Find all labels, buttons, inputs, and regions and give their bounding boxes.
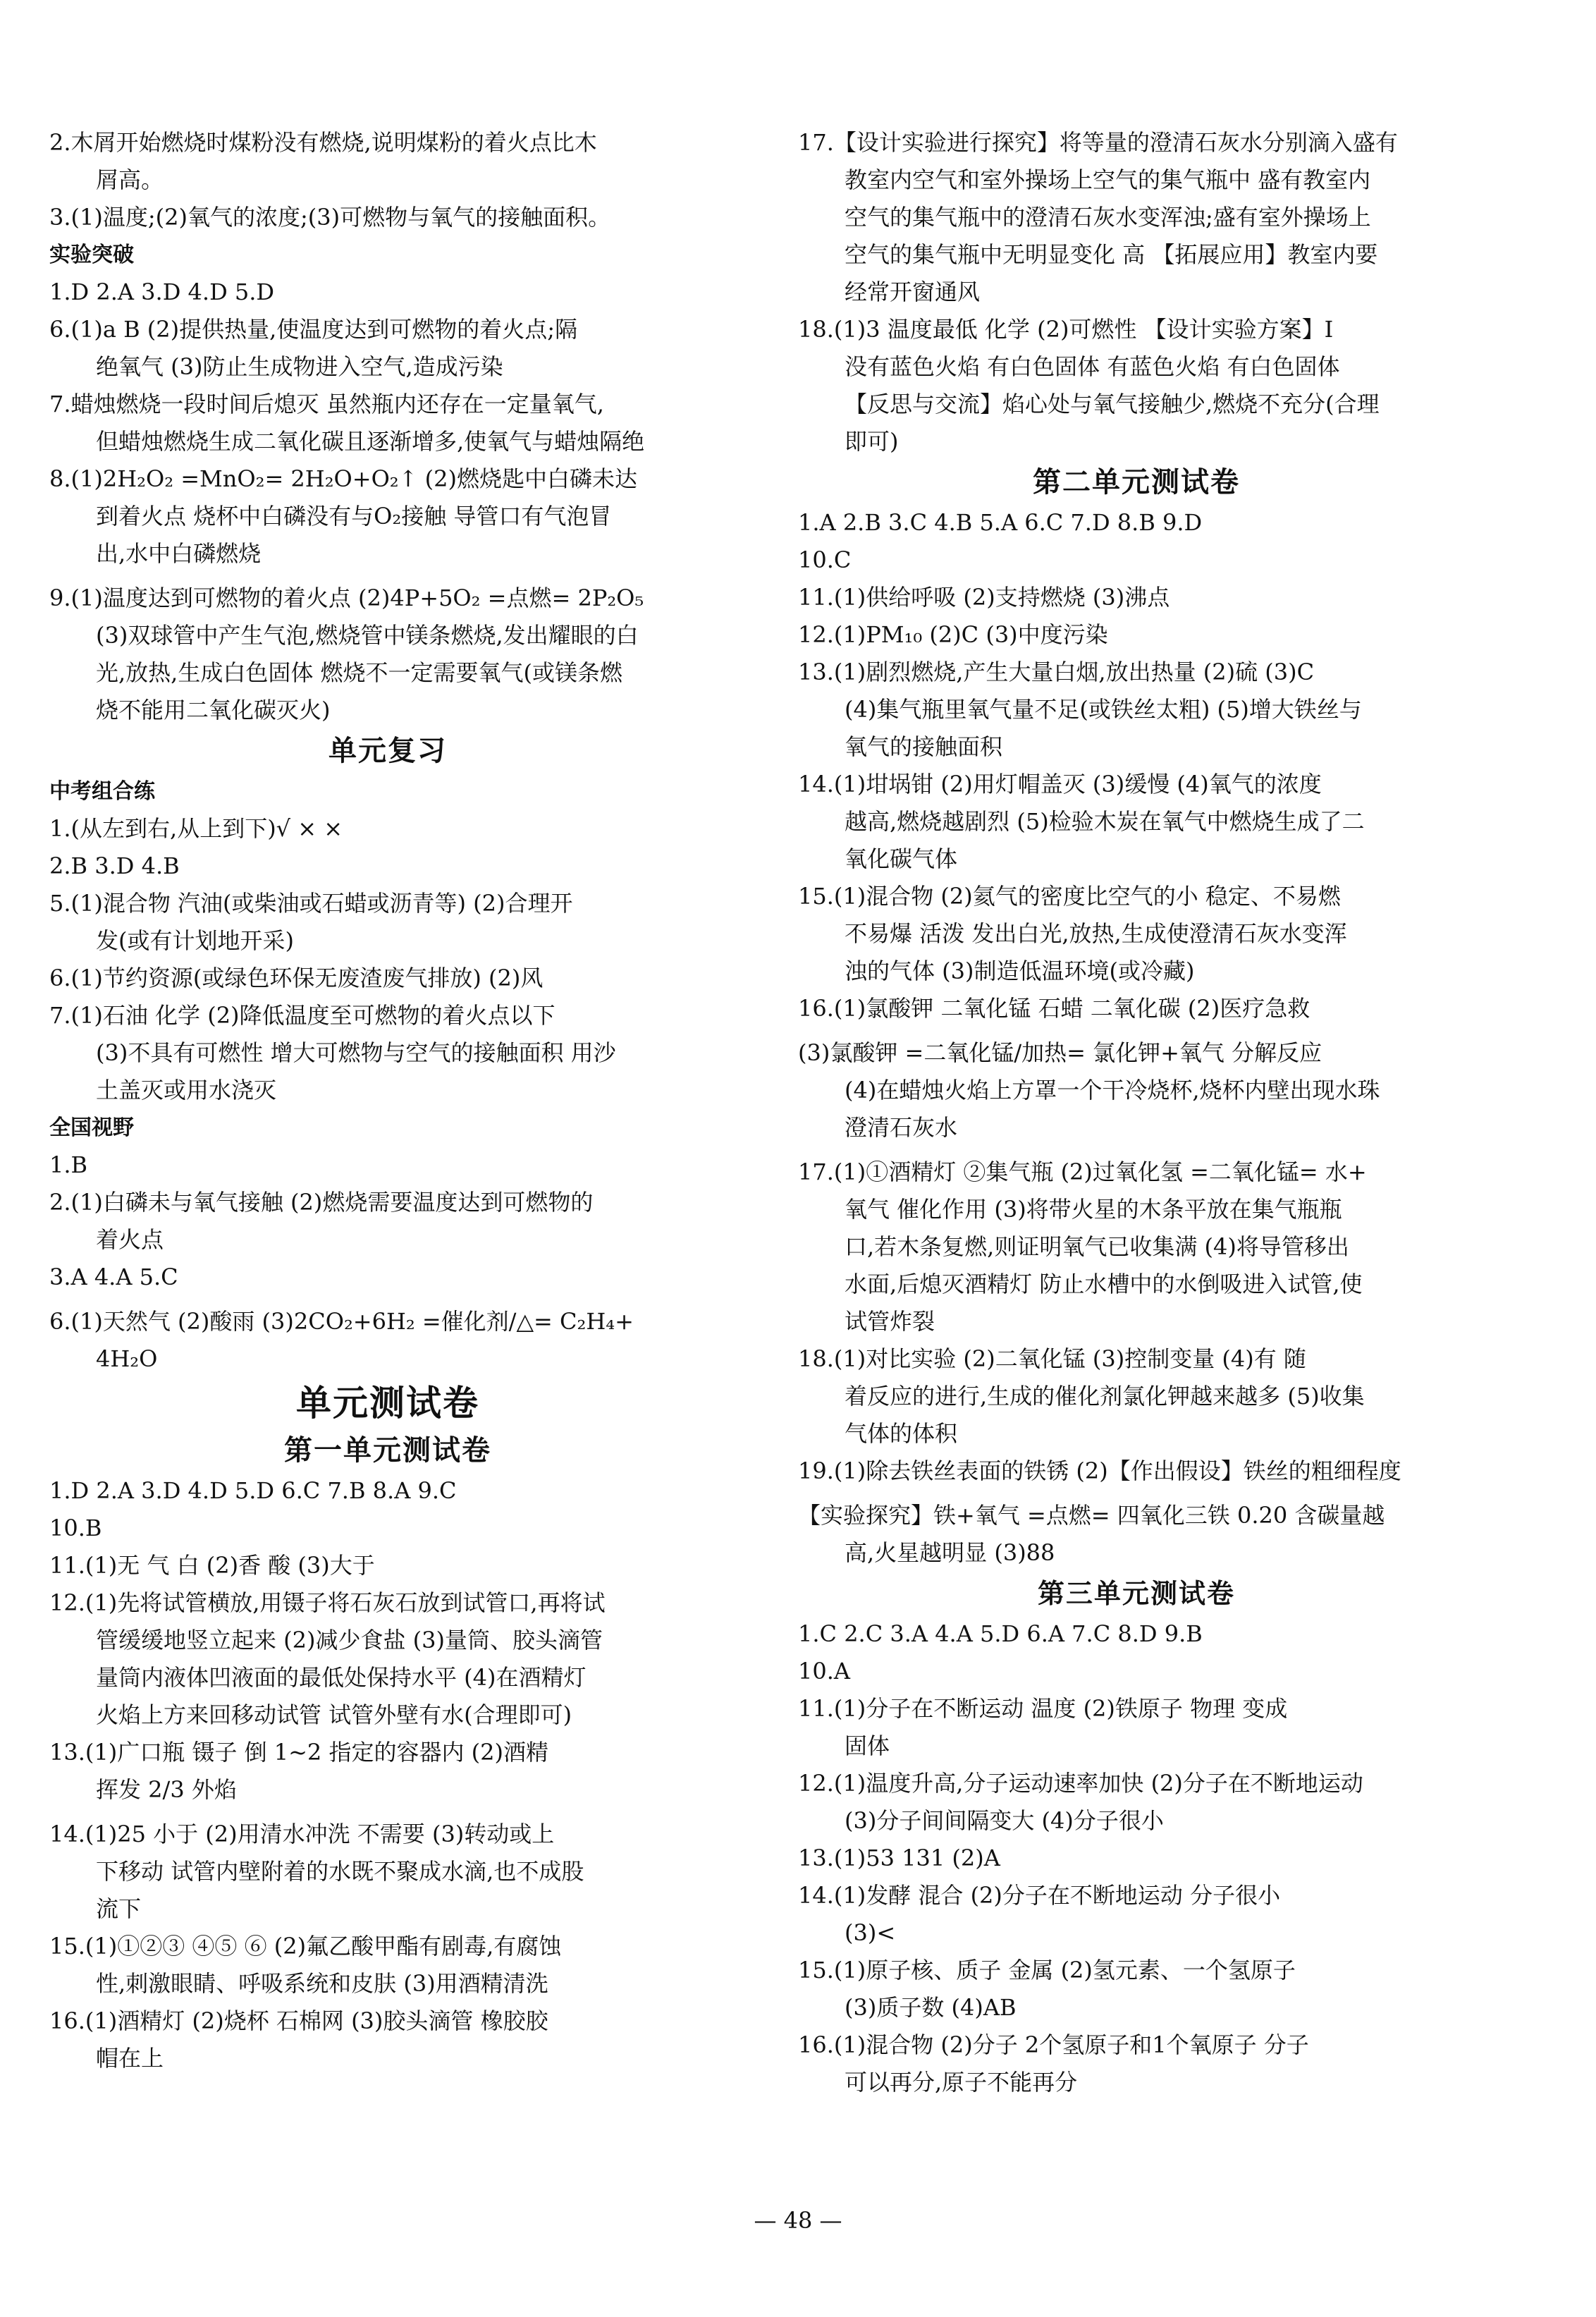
- answer-continuation-line: 4H₂O: [96, 1345, 158, 1372]
- answer-continuation-line: 性,刺激眼睛、呼吸系统和皮肤 (3)用酒精清洗: [96, 1970, 548, 1997]
- answer-continuation-line: 越高,燃烧越剧烈 (5)检验木炭在氧气中燃烧生成了二: [845, 808, 1365, 835]
- answer-continuation-line: 氧化碳气体: [845, 845, 958, 872]
- answer-continuation-line: 出,水中白磷燃烧: [96, 540, 262, 567]
- answer-line: 1.(从左到右,从上到下)√ × ×: [49, 815, 343, 842]
- answer-line: 3.A 4.A 5.C: [49, 1264, 178, 1290]
- unit-heading: 单元复习: [329, 735, 447, 767]
- answer-line: 13.(1)53 131 (2)A: [798, 1845, 1000, 1871]
- answer-line: 6.(1)节约资源(或绿色环保无废渣废气排放) (2)风: [49, 965, 544, 991]
- answer-continuation-line: 管缓缓地竖立起来 (2)减少食盐 (3)量筒、胶头滴管: [96, 1627, 603, 1653]
- unit-heading: 第二单元测试卷: [1033, 466, 1240, 499]
- answer-continuation-line: 气体的体积: [845, 1420, 958, 1447]
- answer-line: 19.(1)除去铁丝表面的铁锈 (2)【作出假设】铁丝的粗细程度: [798, 1457, 1401, 1484]
- answer-line: 3.(1)温度;(2)氧气的浓度;(3)可燃物与氧气的接触面积。: [49, 204, 611, 231]
- answer-continuation-line: 试管炸裂: [845, 1308, 935, 1335]
- section-title: 单元测试卷: [296, 1383, 479, 1424]
- answer-line: 6.(1)天然气 (2)酸雨 (3)2CO₂+6H₂ =催化剂/△= C₂H₄+: [49, 1308, 634, 1335]
- answer-line: 15.(1)原子核、质子 金属 (2)氢元素、一个氢原子: [798, 1957, 1296, 1983]
- answer-continuation-line: 发(或有计划地开采): [96, 927, 294, 954]
- answer-continuation-line: 着反应的进行,生成的催化剂氯化钾越来越多 (5)收集: [845, 1383, 1365, 1410]
- answer-line: 1.D 2.A 3.D 4.D 5.D 6.C 7.B 8.A 9.C: [49, 1477, 457, 1504]
- answer-continuation-line: 光,放热,生成白色固体 燃烧不一定需要氧气(或镁条燃: [96, 659, 623, 686]
- answer-continuation-line: 氧气的接触面积: [845, 733, 1003, 760]
- answer-line: 14.(1)25 小于 (2)用清水冲洗 不需要 (3)转动或上: [49, 1821, 555, 1847]
- answer-line: 10.C: [798, 546, 852, 573]
- answer-continuation-line: (3)质子数 (4)AB: [845, 1994, 1017, 2021]
- answer-continuation-line: 【反思与交流】焰心处与氧气接触少,燃烧不充分(合理: [845, 391, 1380, 417]
- answer-continuation-line: (3)分子间间隔变大 (4)分子很小: [845, 1807, 1164, 1834]
- answer-continuation-line: 固体: [845, 1732, 890, 1759]
- answer-continuation-line: 到着火点 烧杯中白磷没有与O₂接触 导管口有气泡冒: [96, 503, 612, 530]
- answer-line: 12.(1)先将试管横放,用镊子将石灰石放到试管口,再将试: [49, 1589, 606, 1616]
- answer-continuation-line: 口,若木条复燃,则证明氧气已收集满 (4)将导管移出: [845, 1233, 1349, 1260]
- answer-line: 9.(1)温度达到可燃物的着火点 (2)4P+5O₂ =点燃= 2P₂O₅: [49, 585, 644, 611]
- answer-continuation-line: 不易爆 活泼 发出白光,放热,生成使澄清石灰水变浑: [845, 920, 1347, 947]
- answer-continuation-line: 绝氧气 (3)防止生成物进入空气,造成污染: [96, 353, 503, 380]
- answer-line: 17.(1)①酒精灯 ②集气瓶 (2)过氧化氢 =二氧化锰= 水+: [798, 1158, 1367, 1185]
- answer-line: 16.(1)混合物 (2)分子 2个氢原子和1个氧原子 分子: [798, 2031, 1309, 2058]
- answer-continuation-line: (3)不具有可燃性 增大可燃物与空气的接触面积 用沙: [96, 1039, 616, 1066]
- answer-line: 8.(1)2H₂O₂ =MnO₂= 2H₂O+O₂↑ (2)燃烧匙中白磷未达: [49, 465, 637, 492]
- subsection-heading: 全国视野: [49, 1115, 134, 1140]
- answer-continuation-line: 氧气 催化作用 (3)将带火星的木条平放在集气瓶瓶: [845, 1196, 1342, 1223]
- answer-continuation-line: 下移动 试管内壁附着的水既不聚成水滴,也不成股: [96, 1858, 584, 1885]
- answer-continuation-line: 土盖灭或用水浇灭: [96, 1077, 277, 1104]
- answer-line: 2.木屑开始燃烧时煤粉没有燃烧,说明煤粉的着火点比木: [49, 129, 597, 156]
- answer-line: 2.B 3.D 4.B: [49, 852, 180, 879]
- answer-line: 2.(1)白磷未与氧气接触 (2)燃烧需要温度达到可燃物的: [49, 1189, 594, 1216]
- answer-line: 10.A: [798, 1658, 850, 1685]
- answer-line: 14.(1)发酵 混合 (2)分子在不断地运动 分子很小: [798, 1882, 1281, 1909]
- answer-continuation-line: 即可): [845, 428, 899, 455]
- answer-continuation-line: 火焰上方来回移动试管 试管外壁有水(合理即可): [96, 1701, 572, 1728]
- answer-continuation-line: 经常开窗通风: [845, 279, 981, 305]
- answer-continuation-line: (4)在蜡烛火焰上方罩一个干冷烧杯,烧杯内壁出现水珠: [845, 1077, 1380, 1104]
- answer-continuation-line: 可以再分,原子不能再分: [845, 2069, 1078, 2096]
- answer-line: 13.(1)广口瓶 镊子 倒 1~2 指定的容器内 (2)酒精: [49, 1739, 548, 1766]
- answer-line: 1.D 2.A 3.D 4.D 5.D: [49, 279, 275, 305]
- answer-continuation-line: 教室内空气和室外操场上空气的集气瓶中 盛有教室内: [845, 166, 1371, 193]
- answer-line: 18.(1)3 温度最低 化学 (2)可燃性 【设计实验方案】Ⅰ: [798, 316, 1334, 343]
- answer-line: 11.(1)无 气 白 (2)香 酸 (3)大于: [49, 1552, 375, 1579]
- answer-line: 1.C 2.C 3.A 4.A 5.D 6.A 7.C 8.D 9.B: [798, 1620, 1203, 1647]
- answer-continuation-line: 浊的气体 (3)制造低温环境(或冷藏): [845, 958, 1195, 984]
- answer-continuation-line: (3)<: [845, 1919, 896, 1946]
- answer-continuation-line: 空气的集气瓶中无明显变化 高 【拓展应用】教室内要: [845, 241, 1378, 268]
- unit-heading: 第一单元测试卷: [284, 1434, 491, 1467]
- answer-line: (3)氯酸钾 =二氧化锰/加热= 氯化钾+氧气 分解反应: [798, 1039, 1322, 1066]
- answer-line: 15.(1)混合物 (2)氦气的密度比空气的小 稳定、不易燃: [798, 883, 1341, 910]
- answer-line: 14.(1)坩埚钳 (2)用灯帽盖灭 (3)缓慢 (4)氧气的浓度: [798, 771, 1322, 797]
- answer-line: 13.(1)剧烈燃烧,产生大量白烟,放出热量 (2)硫 (3)C: [798, 659, 1315, 685]
- answer-line: 18.(1)对比实验 (2)二氧化锰 (3)控制变量 (4)有 随: [798, 1345, 1306, 1372]
- subsection-heading: 实验突破: [49, 243, 134, 267]
- answer-continuation-line: 着火点: [96, 1226, 164, 1253]
- answer-continuation-line: 帽在上: [96, 2045, 164, 2072]
- answer-line: 1.A 2.B 3.C 4.B 5.A 6.C 7.D 8.B 9.D: [798, 509, 1203, 536]
- answer-continuation-line: 没有蓝色火焰 有白色固体 有蓝色火焰 有白色固体: [845, 353, 1340, 380]
- answer-continuation-line: (3)双球管中产生气泡,燃烧管中镁条燃烧,发出耀眼的白: [96, 622, 639, 649]
- unit-heading: 第三单元测试卷: [1037, 1578, 1235, 1609]
- answer-line: 11.(1)供给呼吸 (2)支持燃烧 (3)沸点: [798, 584, 1170, 611]
- answer-continuation-line: 空气的集气瓶中的澄清石灰水变浑浊;盛有室外操场上: [845, 204, 1371, 231]
- answer-line: 15.(1)①②③ ④⑤ ⑥ (2)氟乙酸甲酯有剧毒,有腐蚀: [49, 1933, 562, 1960]
- answer-continuation-line: 但蜡烛燃烧生成二氧化碳且逐渐增多,使氧气与蜡烛隔绝: [96, 428, 645, 455]
- answer-line: 16.(1)酒精灯 (2)烧杯 石棉网 (3)胶头滴管 橡胶胶: [49, 2007, 548, 2034]
- answer-continuation-line: 水面,后熄灭酒精灯 防止水槽中的水倒吸进入试管,使: [845, 1271, 1363, 1297]
- answer-continuation-line: 量筒内液体凹液面的最低处保持水平 (4)在酒精灯: [96, 1664, 587, 1691]
- answer-line: 5.(1)混合物 汽油(或柴油或石蜡或沥青等) (2)合理开: [49, 890, 573, 917]
- answer-continuation-line: 挥发 2/3 外焰: [96, 1776, 237, 1803]
- left-column: [49, 124, 726, 2077]
- page-number: — 48 —: [754, 2207, 842, 2234]
- answer-line: 16.(1)氯酸钾 二氧化锰 石蜡 二氧化碳 (2)医疗急救: [798, 995, 1310, 1022]
- answer-line: 【实验探究】铁+氧气 =点燃= 四氧化三铁 0.20 含碳量越: [798, 1502, 1385, 1529]
- answer-line: 1.B: [49, 1151, 88, 1178]
- answer-line: 12.(1)温度升高,分子运动速率加快 (2)分子在不断地运动: [798, 1770, 1363, 1797]
- answer-continuation-line: (4)集气瓶里氧气量不足(或铁丝太粗) (5)增大铁丝与: [845, 696, 1362, 723]
- answer-continuation-line: 烧不能用二氧化碳灭火): [96, 697, 331, 723]
- answer-line: 6.(1)a B (2)提供热量,使温度达到可燃物的着火点;隔: [49, 316, 578, 343]
- answer-continuation-line: 屑高。: [96, 166, 164, 193]
- right-column: [798, 124, 1475, 2101]
- answer-line: 11.(1)分子在不断运动 温度 (2)铁原子 物理 变成: [798, 1695, 1288, 1722]
- subsection-heading: 中考组合练: [49, 779, 155, 804]
- answer-line: 7.蜡烛燃烧一段时间后熄灭 虽然瓶内还存在一定量氧气,: [49, 391, 604, 417]
- answer-line: 12.(1)PM₁₀ (2)C (3)中度污染: [798, 621, 1108, 648]
- answer-line: 7.(1)石油 化学 (2)降低温度至可燃物的着火点以下: [49, 1002, 555, 1029]
- answer-continuation-line: 澄清石灰水: [845, 1114, 958, 1141]
- answer-continuation-line: 流下: [96, 1895, 142, 1922]
- answer-line: 10.B: [49, 1515, 102, 1541]
- answer-continuation-line: 高,火星越明显 (3)88: [845, 1539, 1055, 1566]
- answer-line: 17.【设计实验进行探究】将等量的澄清石灰水分别滴入盛有: [798, 129, 1398, 156]
